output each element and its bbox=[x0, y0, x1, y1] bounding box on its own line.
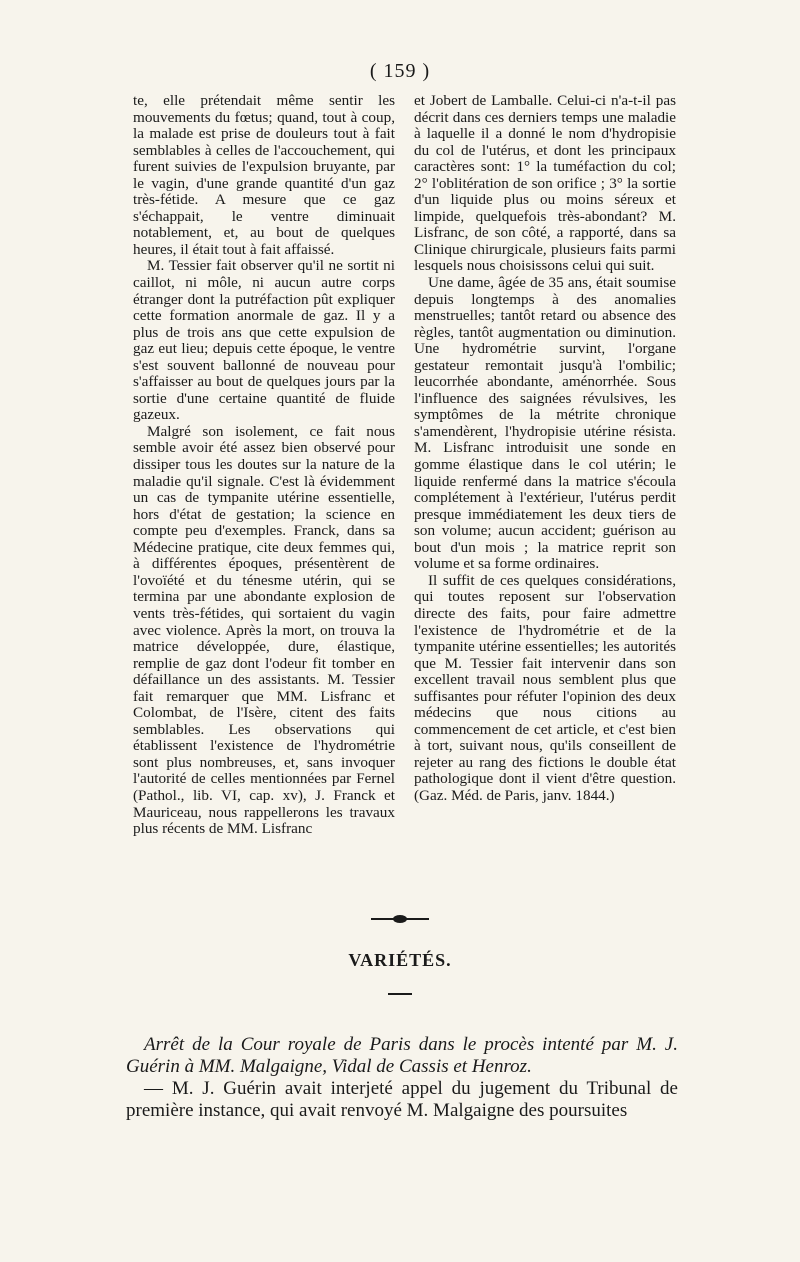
section-title: VARIÉTÉS. bbox=[348, 950, 452, 970]
right-column bbox=[414, 93, 676, 805]
article bbox=[126, 1034, 678, 1122]
left-column bbox=[133, 93, 395, 838]
page-number: ( 159 ) bbox=[369, 60, 431, 82]
paragraph: Il suffit de ces quelques considérations, qui toutes reposent sur l'observation directe des faits, pour faire admettre l'existence de l'hydrométrie et de la tympanite utérine essentielles; les autorités que M. Tessier fait intervenir dans son excellent travail nous semblent plus que suffisantes pour réfuter l'opinion des deux médecins que nous citions au commencement de cet article, et c'est bien à tort, suivant nous, qu'ils conseillent de rejeter au rang des fictions le double état pathologique dont il vient d'être question. (Gaz. Méd. de Paris, janv. 1844.) bbox=[414, 571, 676, 804]
paragraph: M. Tessier fait observer qu'il ne sortit ni caillot, ni môle, ni aucun autre corps étranger dont la putréfaction pût expliquer cette formation anormale de gaz. Il y a plus de trois ans que cette expulsion de gaz eut lieu; depuis cette époque, le ventre s'est souvent ballonné de nouveau pour s'affaisser au bout de quelques jours par la sortie d'une certaine quantité de fluide gazeux. bbox=[133, 257, 395, 424]
short-rule bbox=[388, 993, 412, 995]
article-headline: Arrêt de la Cour royale de Paris dans le procès intenté par M. J. Guérin à MM. Malgaigne, Vidal de Cassis et Henroz. bbox=[126, 1034, 678, 1077]
paragraph: Malgré son isolement, ce fait nous semble avoir été assez bien observé pour dissiper tous les doutes sur la nature de la maladie qu'il signale. C'est là évidemment un cas de tympanite utérine essentielle, hors d'état de gestation; la science en compte peu d'exemples. Franck, dans sa Médecine pratique, cite deux femmes qui, à différentes époques, présentèrent de l'ovoïété et du ténesme utérin, qui se termina par une abondante explosion de vents très-fétides, qui sortaient du vagin avec violence. Après la mort, on trouva la matrice développée, dure, élastique, remplie de gaz dont l'odeur fit tomber en défaillance un des assistants. M. Tessier fait remarquer que MM. Lisfranc et Colombat, de l'Isère, citent des faits semblables. Les observations qui établissent l'existence de l'hydrométrie sont plus nombreuses, et, sans invoquer l'autorité de celles mentionnées par Fernel (Pathol., lib. VI, cap. xv), J. Franck et Mauriceau, nous rappellerons les travaux plus récents de MM. Lisfranc bbox=[133, 422, 395, 838]
ornamental-divider bbox=[371, 918, 429, 920]
article-body: — M. J. Guérin avait interjeté appel du jugement du Tribunal de première instance, qui avait renvoyé M. Malgaigne des poursuites bbox=[126, 1078, 678, 1121]
paragraph: et Jobert de Lamballe. Celui-ci n'a-t-il pas décrit dans ces derniers temps une maladie à laquelle il a donné le nom d'hydropisie du col de l'utérus, et dont les principaux caractères sont: 1° la tuméfaction du col; 2° l'oblitération de son orifice ; 3° la sortie d'un liquide plus ou moins séreux et limpide, quelquefois très-abondant? M. Lisfranc, de son côté, a rapporté, dans sa Clinique chirurgicale, plusieurs faits parmi lesquels nous choisissons celui qui suit. bbox=[414, 92, 676, 275]
paragraph: Une dame, âgée de 35 ans, était soumise depuis longtemps à des anomalies menstruelles; tantôt retard ou absence des règles, tantôt augmentation ou diminution. Une hydrométrie survint, l'organe gestateur remontait jusqu'à l'ombilic; leucorrhée abondante, aménorrhée. Sous l'influence des saignées révulsives, les symptômes de la métrite chronique s'amendèrent, l'hydropisie utérine résista. M. Lisfranc introduisit une sonde en gomme élastique dans le col utérin; le liquide renfermé dans la matrice s'écoula complétement à l'extérieur, l'utérus perdit presque immédiatement les deux tiers de son volume; aucun accident; guérison au bout d'un mois ; la matrice reprit son volume et sa forme ordinaires. bbox=[414, 274, 676, 573]
paragraph: te, elle prétendait même sentir les mouvements du fœtus; quand, tout à coup, la malade est prise de douleurs tout à fait semblables à celles de l'accouchement, qui furent suivies de l'expulsion bruyante, par le vagin, d'une grande quantité d'un gaz très-fétide. A mesure que ce gaz s'échappait, le ventre diminuait notablement, et, au bout de quelques heures, il était tout à fait affaissé. bbox=[133, 92, 395, 258]
